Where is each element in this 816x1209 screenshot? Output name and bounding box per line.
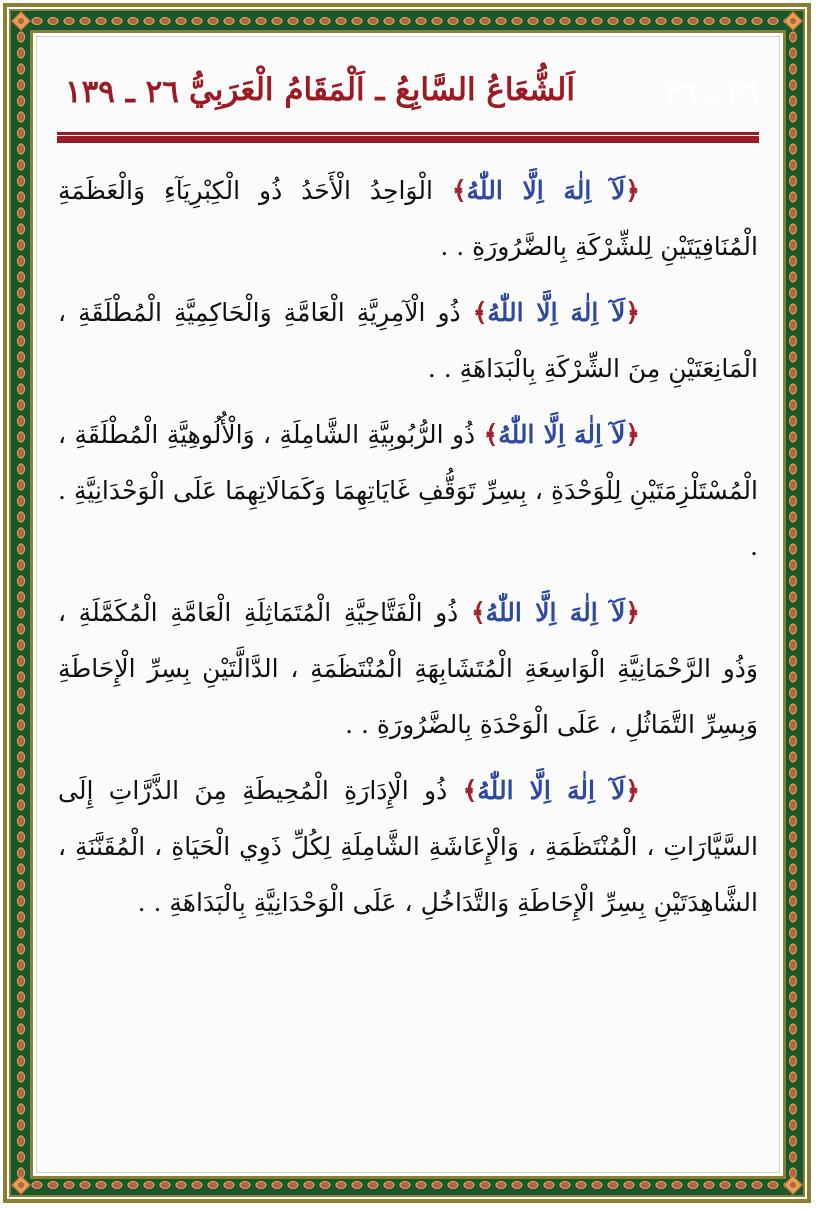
ornament-strip-top — [29, 14, 785, 28]
paragraph-text: ذُو الرُّبُوبِيَّةِ الشَّامِلَةِ ، وَالْأُلُوهِيَّةِ الْمُطْلَقَةِ ، الْمُسْتَلْزِمَتَيْنِ لِلْوَحْدَةِ ، بِسِرِّ تَوَقُّفِ غَايَاتِهِمَا وَكَمَالَاتِهِمَا عَلَى الْوَحْدَانِيَّةِ . . — [58, 420, 758, 561]
paragraph-1 — [58, 163, 758, 275]
shahada-phrase: لَآ اِلٰهَ اِلَّا اللّٰهُ — [498, 420, 626, 449]
ornate-bracket-open-icon: ﴿ — [625, 176, 640, 205]
ornament-strip-right — [786, 29, 800, 1177]
ornate-bracket-open-icon: ﴿ — [625, 298, 640, 327]
ornate-bracket-open-icon: ﴿ — [625, 776, 640, 805]
paragraph-text: الْوَاحِدُ الْأَحَدُ ذُو الْكِبْرِيَآءِ وَالْعَظَمَةِ الْمُنَافِيَتَيْنِ لِلشِّرْكَةِ بِالضَّرُورَةِ . . — [58, 176, 758, 261]
shahada-phrase: لَآ اِلٰهَ اِلَّا اللّٰهُ — [485, 598, 626, 627]
paragraph-2 — [58, 285, 758, 397]
paragraph-text: ذُو الْآمِرِيَّةِ الْعَامَّةِ وَالْحَاكِمِيَّةِ الْمُطْلَقَةِ ، الْمَانِعَتَيْنِ مِنَ الشِّرْكَةِ بِالْبَدَاهَةِ . . — [58, 298, 758, 383]
paragraph-3 — [58, 407, 758, 575]
corner-ornament-icon — [783, 11, 803, 31]
corner-ornament-icon — [783, 1175, 803, 1195]
ornate-bracket-open-icon: ﴿ — [625, 420, 641, 449]
ornament-strip-bottom — [29, 1178, 785, 1192]
page-header — [57, 70, 759, 126]
header-divider-thin — [57, 132, 759, 135]
body-text — [58, 163, 758, 941]
paragraph-text: ذُو الْإِدَارَةِ الْمُحِيطَةِ مِنَ الذَّرَّاتِ إِلَى السَّيَّارَاتِ ، الْمُنْتَظَمَةِ ، وَالْإِعَاشَةِ الشَّامِلَةِ لِكُلِّ ذَوِي الْحَيَاةِ ، الْمُقَنَّنَةِ ، الشَّاهِدَتَيْنِ بِسِرِّ الْإِحَاطَةِ وَالتَّدَاخُلِ ، عَلَى الْوَحْدَانِيَّةِ بِالْبَدَاهَةِ . . — [58, 776, 758, 917]
ghost-page-number: ٢٦ ـ ٢٦ — [664, 76, 759, 111]
ornate-bracket-close-icon: ﴾ — [462, 776, 478, 805]
shahada-phrase: لَآ اِلٰهَ اِلَّا اللّٰهُ — [466, 176, 626, 205]
corner-ornament-icon — [11, 1175, 31, 1195]
ornate-bracket-close-icon: ﴾ — [470, 598, 486, 627]
ornate-bracket-close-icon: ﴾ — [483, 420, 499, 449]
ornament-strip-left — [14, 29, 28, 1177]
page-range: ٢٦ ـ ١٣٩ — [65, 74, 179, 110]
ornate-bracket-open-icon: ﴿ — [625, 598, 640, 627]
paragraph-4 — [58, 585, 758, 753]
corner-ornament-icon — [11, 11, 31, 31]
ornate-bracket-close-icon: ﴾ — [451, 176, 467, 205]
header-divider-thick — [57, 136, 759, 143]
paragraph-5 — [58, 763, 758, 931]
paragraph-text: ذُو الْفَتَّاحِيَّةِ الْمُتَمَاثِلَةِ الْعَامَّةِ الْمُكَمَّلَةِ ، وَذُو الرَّحْمَانِيَّةِ الْوَاسِعَةِ الْمُتَشَابِهَةِ الْمُنْتَظَمَةِ ، الدَّالَّتَيْنِ بِسِرِّ الْإِحَاطَةِ وَبِسِرِّ التَّمَاثُلِ ، عَلَى الْوَحْدَةِ بِالضَّرُورَةِ . . — [58, 598, 758, 739]
page-title: اَلشُّعَاعُ السَّابِعُ ـ اَلْمَقَامُ الْعَرَبِيُّ — [188, 72, 575, 108]
ornate-bracket-close-icon: ﴾ — [472, 298, 488, 327]
shahada-phrase: لَآ اِلٰهَ اِلَّا اللّٰهُ — [487, 298, 626, 327]
shahada-phrase: لَآ اِلٰهَ اِلَّا اللّٰهُ — [477, 776, 626, 805]
